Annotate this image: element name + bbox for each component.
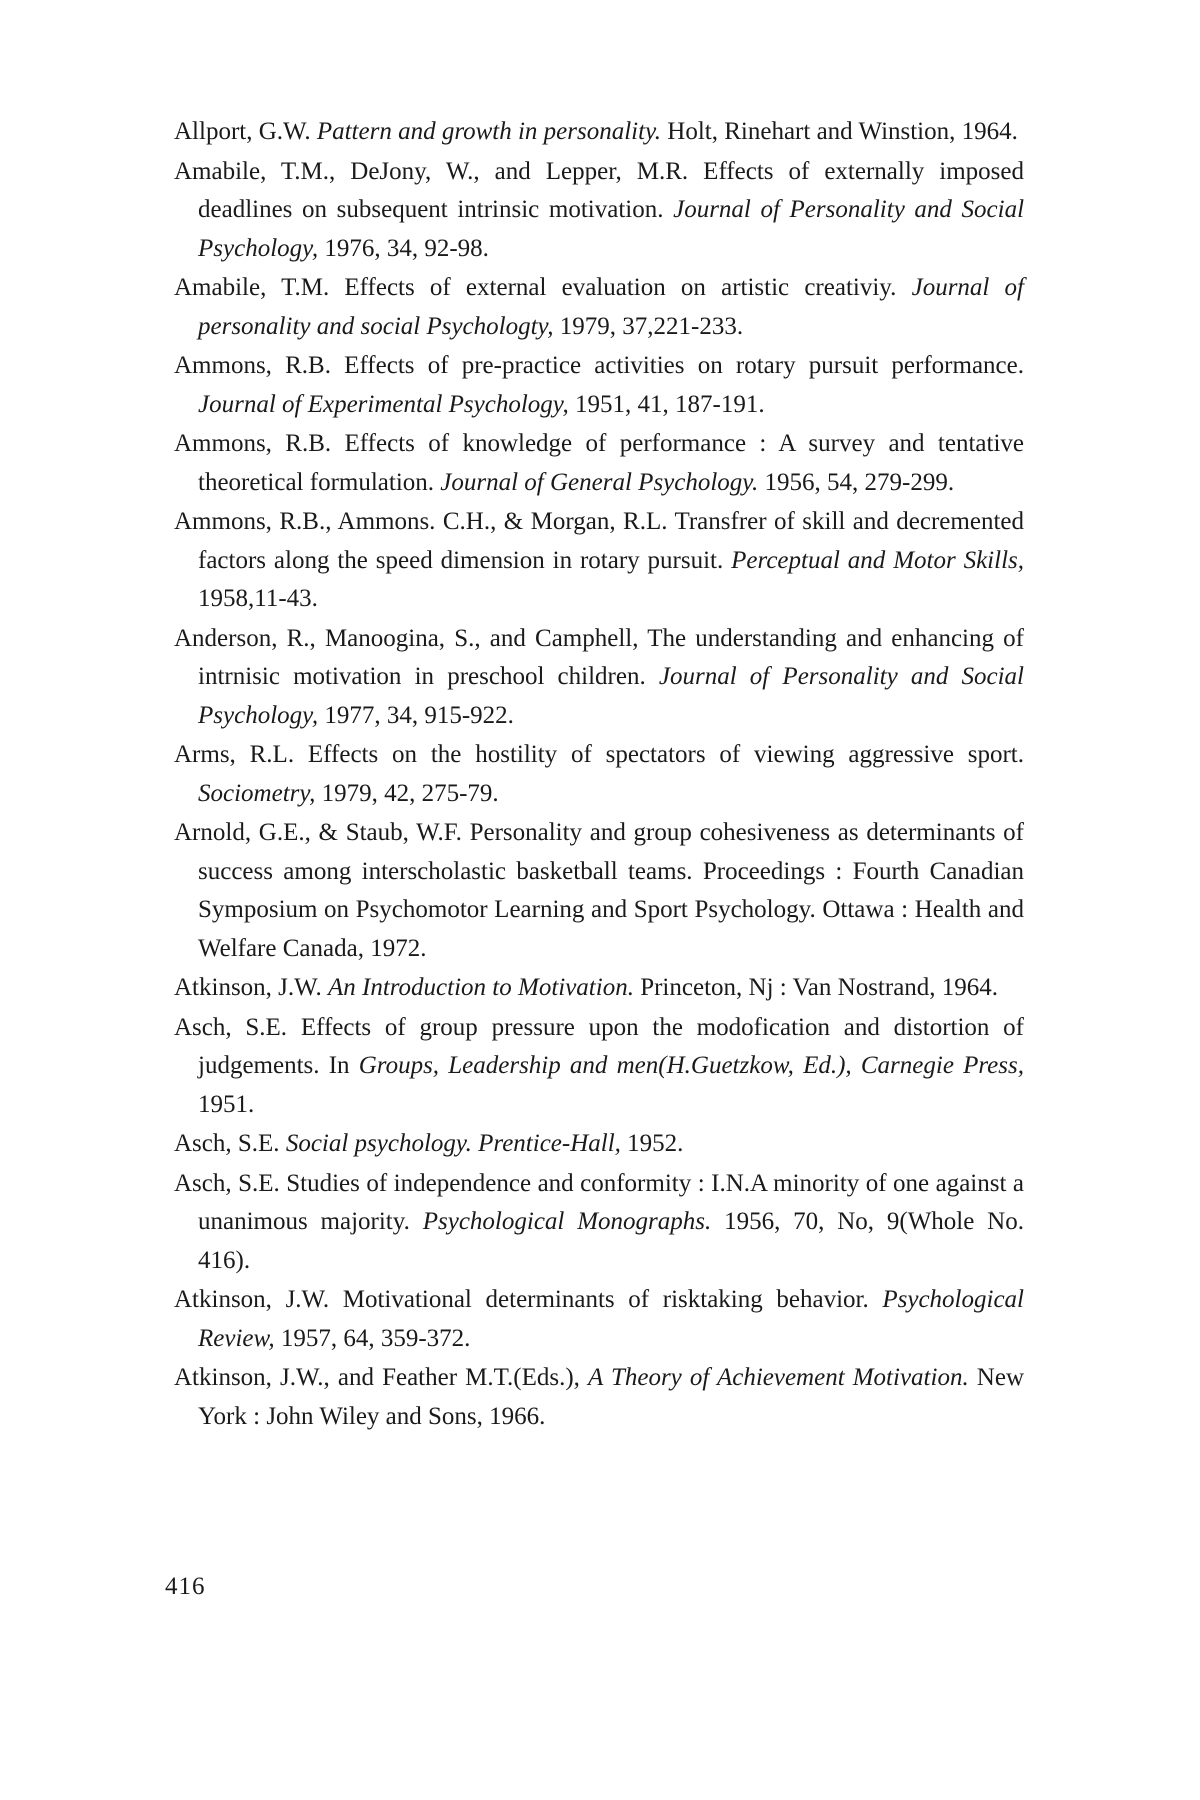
reference-text: Ammons, R.B., Ammons. C.H., & Morgan, R.L. Transfrer of skill and decremented factors along the speed dimension in rotary pursuit. — [174, 508, 1024, 574]
reference-details: New York : John Wiley and Sons, 1966. — [198, 1364, 1024, 1430]
reference-source-title: Sociometry, — [198, 779, 316, 807]
reference-text: Asch, S.E. Effects of group pressure upon the modofication and distortion of judgements. In — [174, 1013, 1024, 1079]
reference-source-title: A Theory of Achievement Motivation. — [588, 1364, 969, 1391]
reference-entry — [174, 1359, 1024, 1436]
reference-entry — [174, 736, 1024, 813]
reference-text: Atkinson, J.W. Motivational determinants of risktaking behavior. — [174, 1286, 883, 1313]
reference-details: Holt, Rinehart and Winstion, 1964. — [661, 118, 1018, 145]
page-number: 416 — [165, 1573, 206, 1600]
reference-entry — [174, 1165, 1024, 1281]
reference-details: 1951. — [198, 1090, 255, 1118]
reference-entry — [174, 503, 1024, 619]
reference-text: Ammons, R.B. Effects of knowledge of performance : A survey and tentative theoretical formulation. — [174, 430, 1024, 496]
reference-entry — [174, 347, 1024, 424]
reference-text: Arms, R.L. Effects on the hostility of spectators of viewing aggressive sport. — [174, 741, 1024, 768]
reference-entry — [174, 1281, 1024, 1358]
reference-details: 1952. — [620, 1130, 684, 1157]
reference-text: Anderson, R., Manoogina, S., and Camphell, The understanding and enhancing of intrnisic motivation in preschool children. — [174, 624, 1024, 690]
reference-source-title: Psychological Review, — [198, 1286, 1024, 1352]
reference-text: Amabile, T.M., DeJony, W., and Lepper, M.R. Effects of externally imposed deadlines on subsequent intrinsic motivation. — [174, 157, 1024, 223]
reference-entry — [174, 814, 1024, 968]
reference-source-title: Social psychology. Prentice-Hall, — [285, 1130, 621, 1157]
reference-source-title: Perceptual and Motor Skills, — [731, 546, 1024, 574]
reference-entry — [174, 1009, 1024, 1125]
reference-details: 1956, 70, No, 9(Whole No. 416). — [198, 1208, 1024, 1274]
reference-source-title: Journal of General Psychology. — [440, 468, 759, 496]
reference-details: 1957, 64, 359-372. — [274, 1324, 471, 1352]
reference-source-title: Groups, Leadership and men(H.Guetzkow, Ed.), Carnegie Press, — [358, 1052, 1024, 1079]
reference-text: Asch, S.E. — [174, 1130, 286, 1157]
reference-text: Ammons, R.B. Effects of pre-practice activities on rotary pursuit performance. — [174, 352, 1024, 379]
reference-details: 1956, 54, 279-299. — [758, 468, 955, 496]
reference-details: 1977, 34, 915-922. — [318, 701, 514, 729]
reference-source-title: An Introduction to Motivation. — [327, 974, 634, 1001]
reference-entry — [174, 969, 1024, 1008]
reference-details: 1951, 41, 187-191. — [568, 390, 765, 418]
reference-entry — [174, 620, 1024, 736]
reference-entry — [174, 425, 1024, 502]
reference-source-title: Journal of Experimental Psychology, — [198, 390, 569, 418]
reference-text: Asch, S.E. Studies of independence and conformity : I.N.A minority of one against a unanimous majority. — [174, 1169, 1024, 1235]
reference-text: Atkinson, J.W., and Feather M.T.(Eds.), — [174, 1364, 589, 1391]
reference-text: Atkinson, J.W. — [174, 974, 328, 1001]
reference-text: Arnold, G.E., & Staub, W.F. Personality and group cohesiveness as determinants of success among interscholastic basketball teams. Proceedings : Fourth Canadian Symposium on Psychomotor Learning and Sport Psychology. Ottawa : Health and Welfare Canada, 1972. — [174, 819, 1024, 962]
reference-details: Princeton, Nj : Van Nostrand, 1964. — [633, 974, 999, 1001]
reference-source-title: Journal of personality and social Psychologty, — [198, 274, 1024, 340]
reference-source-title: Pattern and growth in personality. — [316, 118, 662, 145]
reference-text: Allport, G.W. — [174, 118, 317, 145]
reference-details: 1979, 42, 275-79. — [315, 779, 499, 807]
reference-source-title: Psychological Monographs. — [422, 1208, 712, 1235]
reference-entry — [174, 153, 1024, 269]
reference-entry — [174, 113, 1024, 152]
reference-details: 1979, 37,221-233. — [553, 312, 744, 340]
reference-details: 1958,11-43. — [198, 585, 318, 612]
reference-entry — [174, 1125, 1024, 1164]
reference-text: Amabile, T.M. Effects of external evaluation on artistic creativiy. — [174, 274, 912, 301]
reference-details: 1976, 34, 92-98. — [318, 234, 489, 262]
reference-source-title: Journal of Personality and Social Psychology, — [198, 196, 1025, 262]
reference-list — [174, 113, 1024, 1437]
reference-source-title: Journal of Personality and Social Psychology, — [198, 663, 1024, 729]
reference-entry — [174, 269, 1024, 346]
